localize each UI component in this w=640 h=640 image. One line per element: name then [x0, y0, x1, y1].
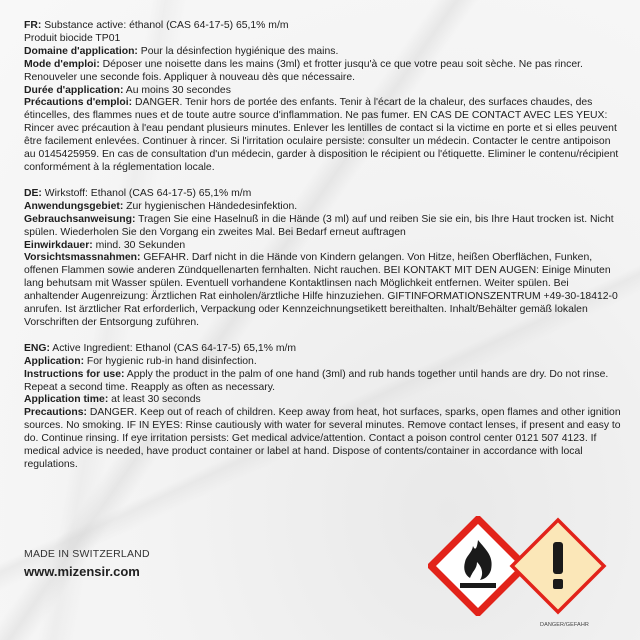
en-application: Application: For hygienic rub-in hand disinfection.	[24, 355, 257, 367]
fr-biocide-type: Produit biocide TP01	[24, 32, 121, 44]
en-time: Application time: at least 30 seconds	[24, 394, 201, 406]
english-section	[24, 343, 624, 472]
de-use: Anwendungsgebiet: Zur hygienischen Händedesinfektion.	[24, 200, 298, 212]
exclamation-warning-icon	[508, 516, 608, 616]
en-active-ingredient: ENG: Active Ingredient: Ethanol (CAS 64-17-5) 65,1% m/m	[24, 342, 297, 354]
french-section	[24, 20, 624, 175]
fr-precautions: Précautions d'emploi: DANGER. Tenir hors de portée des enfants. Tenir à l'écart de la chaleur, des surfaces chaudes, des étincelles, des flammes nues et de toute autre source d'inflammation. Ne pas fumer. EN CAS DE CONTACT AVEC LES YEUX: Rincer avec précaution à l'eau pendant plusieurs minutes. Enlever les lentilles de contact si la victime en porte et si elles peuvent être facilement enlevées. Continuer à rincer. Si l'irritation oculaire persiste: consulter un médecin. Contacter le centre antipoison au 0145425959. En cas de consultation d'un médecin, garder à disposition le récipient ou l'étiquette. Eliminer le contenu/récipient conformément à la réglementation locale.	[24, 97, 619, 173]
en-instructions: Instructions for use: Apply the product in the palm of one hand (3ml) and rub hands together until hands are dry. Do not rinse. Repeat a second time. Reapply as often as necessary.	[24, 368, 609, 393]
de-time: Einwirkdauer: mind. 30 Sekunden	[24, 239, 186, 251]
fr-duration: Durée d'application: Au moins 30 secondes	[24, 84, 231, 96]
fr-domain: Domaine d'application: Pour la désinfection hygiénique des mains.	[24, 45, 339, 57]
fr-active-substance: FR: Substance active: éthanol (CAS 64-17-5) 65,1% m/m	[24, 20, 289, 31]
de-precautions: Vorsichtsmassnahmen: GEFAHR. Darf nicht in die Hände von Kindern gelangen. Von Hitze, heißen Oberflächen, Funken, offenen Flammen sowie anderen Zündquellenarten fernhalten. Nicht rauchen. BEI KONTAKT MIT DEN AUGEN: Einige Minuten lang behutsam mit Wasser spülen. Eventuell vorhandene Kontaktlinsen nach Möglichkeit entfernen. Weiter spülen. Bei anhaltender Augenreizung: Ärztlichen Rat einholen/ärztliche Hilfe hinzuziehen. GIFTINFORMATIONSZENTRUM +49-30-18412-0 anrufen. Ist ärztlicher Rat erforderlich, Verpackung oder Kennzeichnungsetikett bereithalten. Inhalt/Behälter gemäß lokalen Vorschriften der Entsorgung zuführen.	[24, 252, 618, 328]
label-text	[24, 20, 624, 485]
german-section	[24, 188, 624, 330]
brand-footer	[24, 548, 150, 579]
fr-mode: Mode d'emploi: Déposer une noisette dans les mains (3ml) et frotter jusqu'à ce que votre peau soit sèche. Ne pas rincer. Renouveler une seconde fois. Appliquer à nouveau dès que nécessaire.	[24, 58, 583, 83]
danger-caption: DANGER/GEFAHR	[540, 622, 589, 628]
en-precautions: Precautions: DANGER. Keep out of reach of children. Keep away from heat, hot surfaces, sparks, open flames and other ignition sources. No smoking. IF IN EYES: Rinse cautiously with water for several minutes. Remove contact lenses, if present and easy to do. Continue rinsing. If eye irritation persists: Get medical advice/attention. Contact a poison control center 0121 507 4123. If medical advice is needed, have product container or label at hand. Dispose of contents/container in accordance with local regulations.	[24, 407, 621, 470]
de-instructions: Gebrauchsanweisung: Tragen Sie eine Haselnuß in die Hände (3 ml) auf und reiben Sie sie ein, bis Ihre Haut trocken ist. Nicht spülen. Wiederholen Sie den Vorgang ein zweites Mal. Bei Bedarf erneut auftragen	[24, 213, 614, 238]
de-active-substance: DE: Wirkstoff: Ethanol (CAS 64-17-5) 65,1% m/m	[24, 187, 252, 199]
made-in-label: MADE IN SWITZERLAND	[24, 548, 150, 560]
website-link[interactable]: www.mizensir.com	[24, 564, 140, 579]
